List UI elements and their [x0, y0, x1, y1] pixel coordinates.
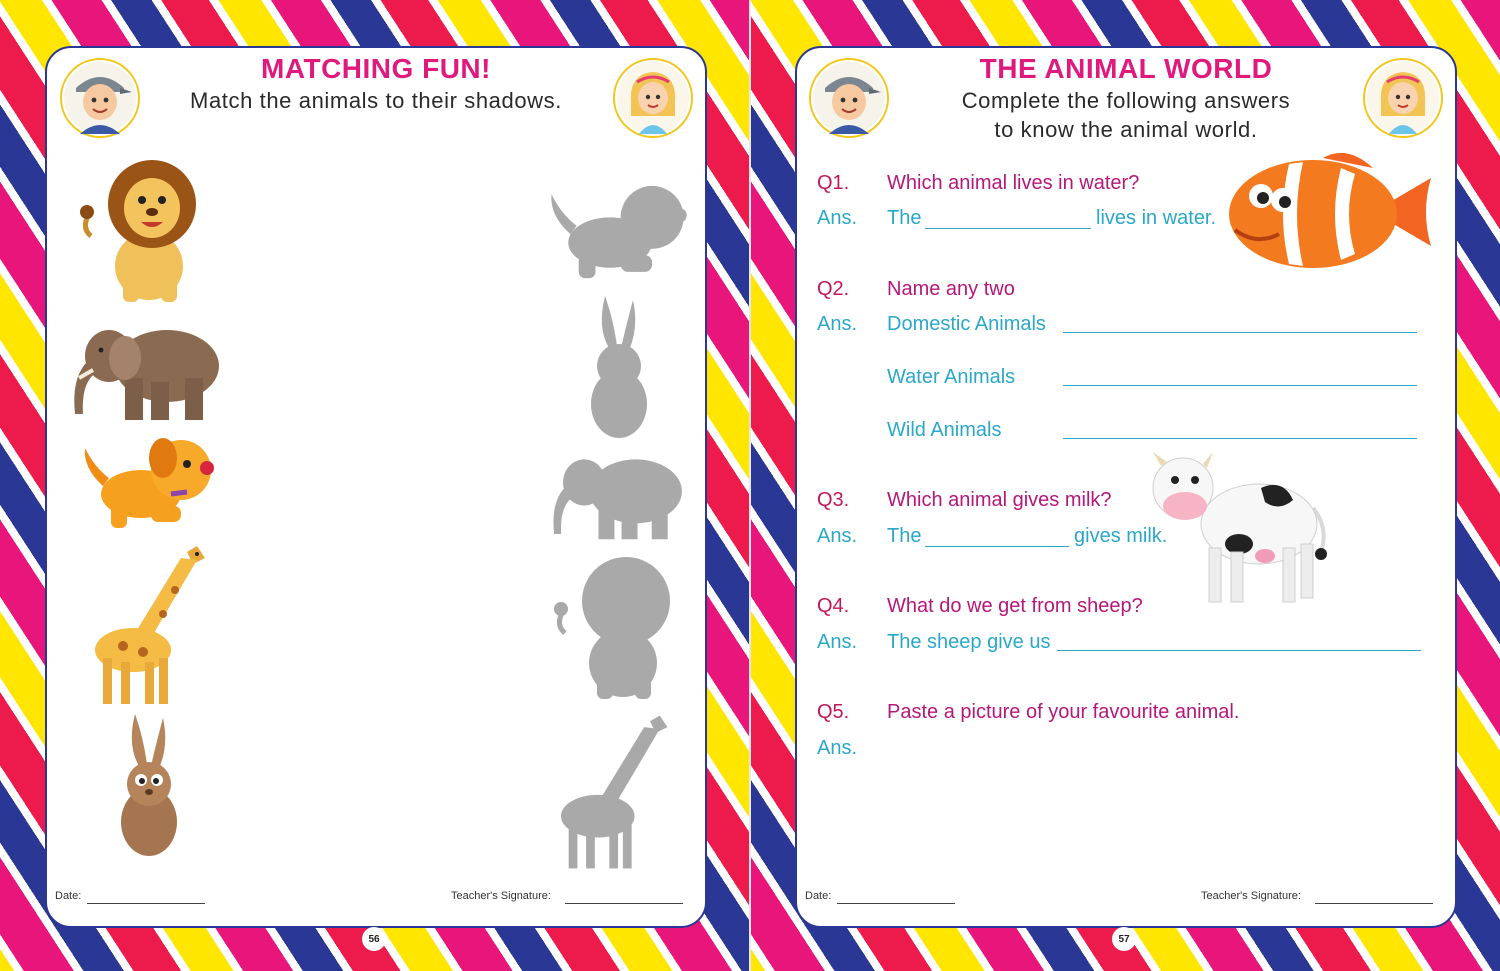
q3-text: Which animal gives milk? [887, 489, 1112, 511]
q2-number: Q2. [817, 278, 850, 300]
date-label: Date: [805, 890, 832, 902]
worksheet-card [45, 46, 707, 928]
q4-number: Q4. [817, 595, 850, 617]
page-number: 57 [1112, 927, 1136, 951]
q4-answer-blank[interactable] [1057, 650, 1421, 651]
q2-domestic-label: Domestic Animals [887, 313, 1046, 335]
giraffe-picture [93, 538, 219, 708]
date-line[interactable] [87, 903, 205, 904]
page-subtitle: Match the animals to their shadows. [190, 88, 562, 113]
q5-text: Paste a picture of your favourite animal. [887, 701, 1240, 723]
q4-ans-pre: The sheep give us [887, 631, 1051, 653]
q2-text: Name any two [887, 278, 1015, 300]
q2-wild-blank[interactable] [1063, 438, 1417, 439]
giraffe-shadow [559, 706, 681, 874]
elephant-shadow [547, 446, 689, 542]
q1-ans-label: Ans. [817, 207, 858, 229]
worksheet-card [795, 46, 1457, 928]
lion-shadow [551, 553, 681, 703]
page-title: THE ANIMAL WORLD [979, 53, 1273, 84]
q1-ans-pre: The [887, 207, 922, 229]
q1-answer-blank[interactable] [925, 228, 1091, 229]
q2-ans-label: Ans. [817, 313, 858, 335]
page-title: MATCHING FUN! [261, 53, 491, 84]
right-page [751, 0, 1500, 971]
signature-label: Teacher's Signature: [451, 890, 551, 902]
clownfish-picture [1223, 150, 1437, 276]
q3-ans-label: Ans. [817, 525, 858, 547]
q3-ans-post: gives milk. [1074, 525, 1168, 547]
q5-ans-label: Ans. [817, 737, 858, 759]
q1-text: Which animal lives in water? [887, 172, 1140, 194]
q1-ans-post: lives in water. [1096, 207, 1217, 229]
elephant-picture [67, 316, 227, 422]
signature-line[interactable] [1315, 903, 1433, 904]
q2-water-blank[interactable] [1063, 385, 1417, 386]
q3-ans-pre: The [887, 525, 922, 547]
dog-picture [75, 434, 220, 532]
left-page [0, 0, 749, 971]
q2-water-label: Water Animals [887, 366, 1016, 388]
q4-text: What do we get from sheep? [887, 595, 1143, 617]
page-number: 56 [362, 927, 386, 951]
q5-number: Q5. [817, 701, 850, 723]
q3-number: Q3. [817, 489, 850, 511]
q2-wild-label: Wild Animals [887, 419, 1002, 441]
signature-line[interactable] [565, 903, 683, 904]
q3-answer-blank[interactable] [925, 546, 1069, 547]
lion-picture [77, 156, 207, 306]
signature-label: Teacher's Signature: [1201, 890, 1301, 902]
rabbit-picture [107, 710, 187, 858]
q2-domestic-blank[interactable] [1063, 332, 1417, 333]
date-line[interactable] [837, 903, 955, 904]
q1-number: Q1. [817, 172, 850, 194]
page-subtitle-line2: to know the animal world. [994, 117, 1258, 142]
dog-shadow [541, 178, 693, 284]
page-subtitle-line1: Complete the following answers [961, 88, 1291, 113]
cow-picture [1143, 448, 1333, 608]
date-label: Date: [55, 890, 82, 902]
rabbit-shadow [577, 292, 657, 440]
q4-ans-label: Ans. [817, 631, 858, 653]
